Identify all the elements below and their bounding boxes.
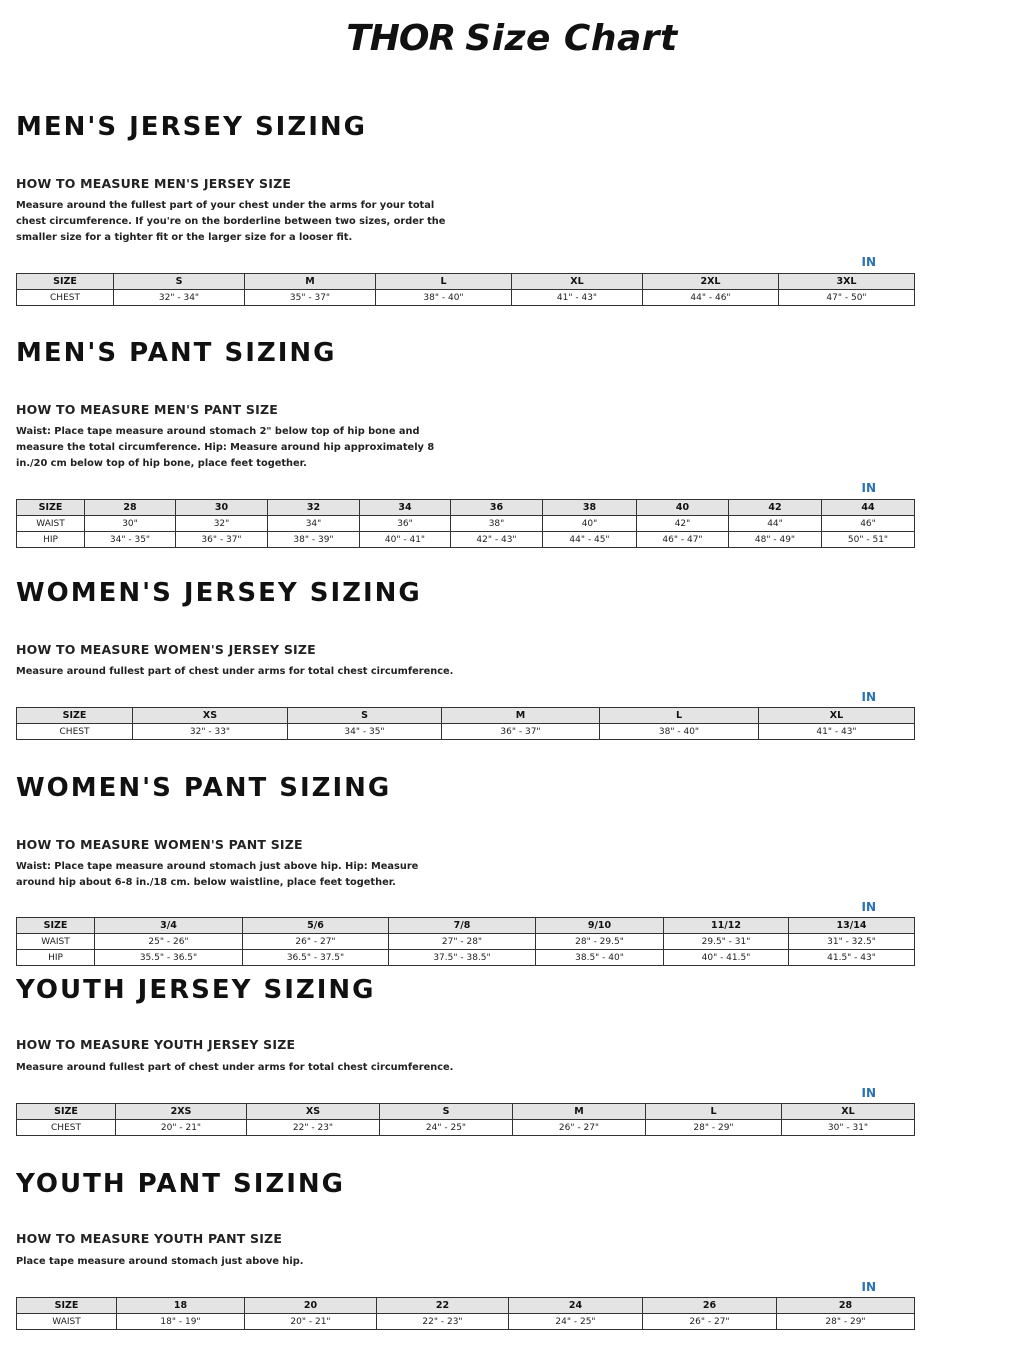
how-to-measure-title: HOW TO MEASURE WOMEN'S JERSEY SIZE	[16, 642, 316, 657]
table-cell: 32	[268, 500, 360, 516]
table-cell: 44"	[729, 516, 822, 532]
table-cell: HIP	[17, 950, 95, 966]
unit-label: IN	[861, 900, 876, 914]
table-cell: 32" - 34"	[114, 290, 245, 306]
table-cell: 50" - 51"	[822, 532, 915, 548]
table-cell: 28" - 29"	[646, 1120, 782, 1136]
table-cell: 20" - 21"	[245, 1314, 377, 1330]
table-cell: 34	[360, 500, 451, 516]
table-header-row	[17, 708, 915, 724]
table-cell: 44" - 45"	[543, 532, 637, 548]
table-cell: 36" - 37"	[442, 724, 600, 740]
table-cell: 32" - 33"	[133, 724, 288, 740]
table-cell: 46"	[822, 516, 915, 532]
table-cell: 44	[822, 500, 915, 516]
table-cell: 38" - 40"	[376, 290, 512, 306]
table-cell: 47" - 50"	[779, 290, 915, 306]
table-cell: 13/14	[789, 918, 915, 934]
table-cell: 41" - 43"	[759, 724, 915, 740]
table-cell: 36	[451, 500, 543, 516]
table-row	[17, 1120, 915, 1136]
table-cell: L	[646, 1104, 782, 1120]
table-cell: 40" - 41"	[360, 532, 451, 548]
section-youth-pant	[16, 1169, 914, 1339]
how-to-measure-title: HOW TO MEASURE YOUTH JERSEY SIZE	[16, 1037, 296, 1052]
table-cell: S	[114, 274, 245, 290]
size-table	[16, 1103, 915, 1136]
table-cell: CHEST	[17, 290, 114, 306]
size-table	[16, 499, 915, 548]
table-cell: 3XL	[779, 274, 915, 290]
table-cell: 26" - 27"	[643, 1314, 777, 1330]
table-header-row	[17, 1104, 915, 1120]
table-cell: 40"	[543, 516, 637, 532]
table-cell: 3/4	[95, 918, 243, 934]
table-cell: 26	[643, 1298, 777, 1314]
table-cell: 36.5" - 37.5"	[243, 950, 389, 966]
table-cell: 38	[543, 500, 637, 516]
how-to-measure-title: HOW TO MEASURE MEN'S JERSEY SIZE	[16, 176, 292, 191]
table-cell: 22" - 23"	[377, 1314, 509, 1330]
table-cell: M	[442, 708, 600, 724]
table-cell: 41" - 43"	[512, 290, 643, 306]
table-cell: 24	[509, 1298, 643, 1314]
table-cell: 35" - 37"	[245, 290, 376, 306]
page-title	[0, 18, 1024, 59]
table-cell: 44" - 46"	[643, 290, 779, 306]
section-title: YOUTH PANT SIZING	[16, 1169, 346, 1199]
how-to-measure-description: Measure around fullest part of chest under arms for total chest circumference.	[16, 1062, 454, 1073]
table-header-row	[17, 500, 915, 516]
table-cell: 36"	[360, 516, 451, 532]
table-cell: HIP	[17, 532, 85, 548]
table-cell: SIZE	[17, 1104, 116, 1120]
table-cell: 41.5" - 43"	[789, 950, 915, 966]
table-header-row	[17, 274, 915, 290]
table-cell: 20	[245, 1298, 377, 1314]
unit-label: IN	[861, 1280, 876, 1294]
section-title: WOMEN'S JERSEY SIZING	[16, 578, 422, 608]
how-to-measure-title: HOW TO MEASURE MEN'S PANT SIZE	[16, 402, 278, 417]
table-cell: SIZE	[17, 918, 95, 934]
table-cell: 42" - 43"	[451, 532, 543, 548]
table-cell: 30	[176, 500, 268, 516]
table-cell: SIZE	[17, 708, 133, 724]
how-to-measure-description: Waist: Place tape measure around stomach 2" below top of hip bone and measure the total circumference. Hip: Measure around hip approximately 8 in./20 cm below top of hip bone, place feet together.	[16, 426, 435, 469]
table-cell: L	[376, 274, 512, 290]
table-cell: 28	[777, 1298, 915, 1314]
table-cell: 26" - 27"	[243, 934, 389, 950]
table-cell: 37.5" - 38.5"	[389, 950, 536, 966]
table-cell: 30"	[85, 516, 176, 532]
section-mens-pant	[16, 338, 914, 553]
table-row	[17, 950, 915, 966]
table-cell: XL	[782, 1104, 915, 1120]
table-cell: XS	[133, 708, 288, 724]
how-to-measure-title: HOW TO MEASURE YOUTH PANT SIZE	[16, 1231, 283, 1246]
section-youth-jersey	[16, 975, 914, 1145]
table-cell: 34" - 35"	[288, 724, 442, 740]
section-title: MEN'S JERSEY SIZING	[16, 112, 367, 142]
section-mens-jersey	[16, 112, 914, 312]
table-cell: 18	[117, 1298, 245, 1314]
table-cell: 42	[729, 500, 822, 516]
table-cell: WAIST	[17, 934, 95, 950]
unit-label: IN	[861, 481, 876, 495]
table-cell: 28" - 29.5"	[536, 934, 664, 950]
table-cell: 9/10	[536, 918, 664, 934]
table-cell: WAIST	[17, 1314, 117, 1330]
table-cell: 2XL	[643, 274, 779, 290]
table-cell: XL	[512, 274, 643, 290]
table-cell: XS	[247, 1104, 380, 1120]
section-womens-pant	[16, 773, 914, 973]
table-cell: 31" - 32.5"	[789, 934, 915, 950]
unit-label: IN	[861, 690, 876, 704]
table-cell: SIZE	[17, 1298, 117, 1314]
table-cell: 7/8	[389, 918, 536, 934]
how-to-measure-description: Measure around fullest part of chest under arms for total chest circumference.	[16, 666, 454, 677]
table-cell: CHEST	[17, 1120, 116, 1136]
table-cell: 38.5" - 40"	[536, 950, 664, 966]
table-cell: 22" - 23"	[247, 1120, 380, 1136]
table-cell: 18" - 19"	[117, 1314, 245, 1330]
how-to-measure-description: Waist: Place tape measure around stomach just above hip. Hip: Measure around hip about 6-8 in./18 cm. below waistline, place feet together.	[16, 861, 419, 888]
table-cell: 40" - 41.5"	[664, 950, 789, 966]
section-title: WOMEN'S PANT SIZING	[16, 773, 392, 803]
how-to-measure-description: Place tape measure around stomach just above hip.	[16, 1256, 304, 1267]
table-cell: CHEST	[17, 724, 133, 740]
table-cell: 25" - 26"	[95, 934, 243, 950]
table-cell: S	[380, 1104, 513, 1120]
size-table	[16, 1297, 915, 1330]
unit-label: IN	[861, 1086, 876, 1100]
table-cell: 40	[637, 500, 729, 516]
section-title: MEN'S PANT SIZING	[16, 338, 337, 368]
table-row	[17, 516, 915, 532]
table-row	[17, 290, 915, 306]
table-cell: 38" - 40"	[600, 724, 759, 740]
table-cell: 2XS	[116, 1104, 247, 1120]
unit-label: IN	[861, 255, 876, 269]
table-header-row	[17, 1298, 915, 1314]
table-cell: 36" - 37"	[176, 532, 268, 548]
table-cell: 24" - 25"	[380, 1120, 513, 1136]
table-cell: L	[600, 708, 759, 724]
table-cell: 30" - 31"	[782, 1120, 915, 1136]
how-to-measure-description: Measure around the fullest part of your chest under the arms for your total chest circumference. If you're on the borderline between two sizes, order the smaller size for a tighter fit or the larger size for a looser fit.	[16, 200, 446, 243]
table-cell: XL	[759, 708, 915, 724]
table-row	[17, 724, 915, 740]
size-table	[16, 707, 915, 740]
table-cell: WAIST	[17, 516, 85, 532]
table-cell: 11/12	[664, 918, 789, 934]
table-cell: S	[288, 708, 442, 724]
table-cell: 35.5" - 36.5"	[95, 950, 243, 966]
size-table	[16, 917, 915, 966]
table-cell: 24" - 25"	[509, 1314, 643, 1330]
table-cell: 28	[85, 500, 176, 516]
table-row	[17, 934, 915, 950]
section-womens-jersey	[16, 578, 914, 748]
table-cell: 26" - 27"	[513, 1120, 646, 1136]
table-cell: 48" - 49"	[729, 532, 822, 548]
table-cell: 46" - 47"	[637, 532, 729, 548]
table-cell: 28" - 29"	[777, 1314, 915, 1330]
table-cell: SIZE	[17, 274, 114, 290]
section-title: YOUTH JERSEY SIZING	[16, 975, 376, 1005]
how-to-measure-title: HOW TO MEASURE WOMEN'S PANT SIZE	[16, 837, 303, 852]
brand-logo: THOR	[346, 18, 456, 59]
table-cell: SIZE	[17, 500, 85, 516]
table-cell: 27" - 28"	[389, 934, 536, 950]
table-cell: M	[513, 1104, 646, 1120]
table-cell: 38"	[451, 516, 543, 532]
table-cell: 34" - 35"	[85, 532, 176, 548]
table-row	[17, 1314, 915, 1330]
table-header-row	[17, 918, 915, 934]
table-cell: 20" - 21"	[116, 1120, 247, 1136]
table-cell: 42"	[637, 516, 729, 532]
table-cell: 34"	[268, 516, 360, 532]
page-title-text: Size Chart	[465, 18, 678, 59]
table-cell: 29.5" - 31"	[664, 934, 789, 950]
table-cell: 38" - 39"	[268, 532, 360, 548]
table-cell: M	[245, 274, 376, 290]
table-cell: 5/6	[243, 918, 389, 934]
table-cell: 22	[377, 1298, 509, 1314]
size-table	[16, 273, 915, 306]
table-row	[17, 532, 915, 548]
table-cell: 32"	[176, 516, 268, 532]
